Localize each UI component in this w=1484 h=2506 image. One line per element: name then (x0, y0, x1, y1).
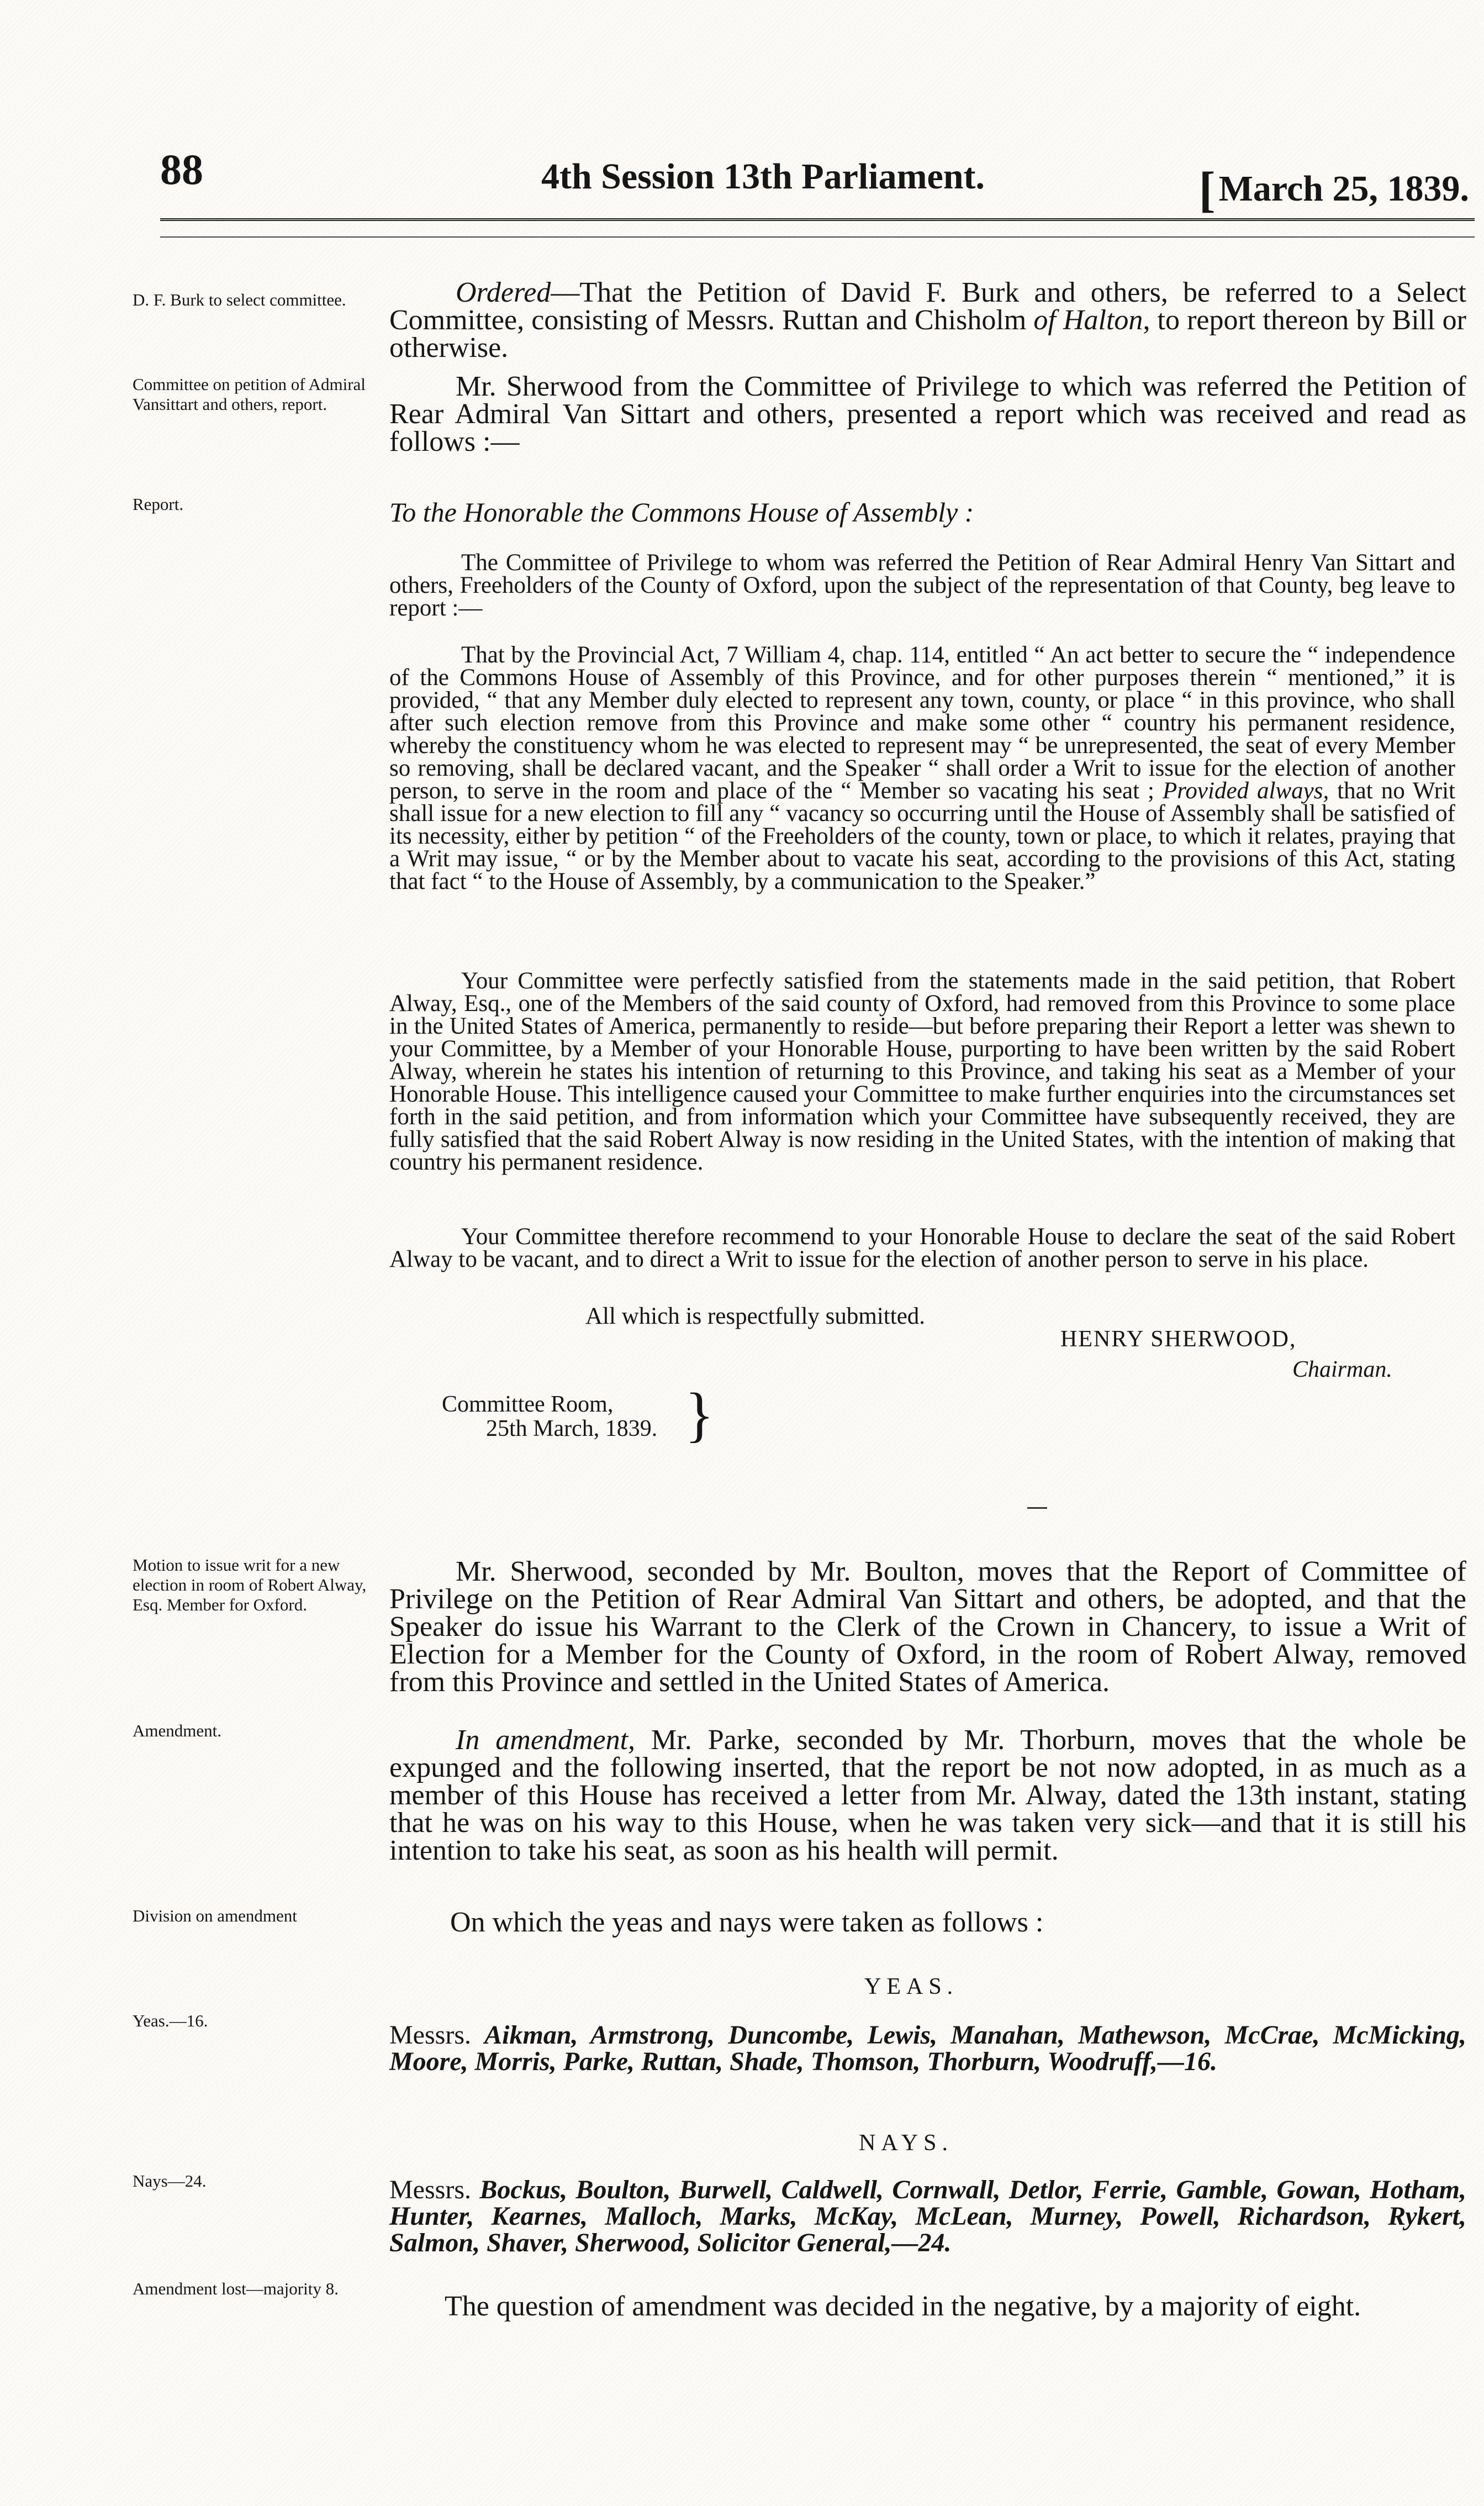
yeas-lead: Messrs. (389, 2020, 472, 2050)
margin-note-lost: Amendment lost—majority 8. (133, 2279, 339, 2298)
session-title: 4th Session 13th Parliament. (541, 156, 985, 197)
motion-paragraph: Mr. Sherwood, seconded by Mr. Boulton, moves that the Report of Committee of Privilege on the Petition of Rear Admiral Van Sittart and others, be adopted, and that the Speaker do issue his Warrant to the Clerk of the Crown in Chancery, to issue a Writ of Election for a Member for the County of Oxford, in the room of Robert Alway, removed from this Province and settled in the United States of America. (389, 1556, 1466, 1698)
committee-room: Committee Room, (442, 1392, 614, 1417)
report-paragraph-1: The Committee of Privilege to whom was referred the Petition of Rear Admiral Henry Van Sittart and others, Freeholders of the County of Oxford, upon the subject of the representation of that County, beg leave to report :— (389, 550, 1455, 621)
signer-name: HENRY SHERWOOD, (1060, 1326, 1297, 1352)
report-paragraph-4: Your Committee therefore recommend to your Honorable House to declare the seat of the said Robert Alway to be vacant, and to direct a Writ to issue for the election of another person to serve in his place. (389, 1224, 1455, 1272)
margin-note-motion: Motion to issue writ for a new election in room of Robert Alway, Esq. Member for Oxford. (133, 1555, 367, 1614)
ordered-text: —That the Petition of David F. Burk and others, be referred to a Select Committee, consisting of Messrs. Ruttan and Chisholm (389, 277, 1466, 336)
nays-heading: NAYS. (859, 2130, 953, 2156)
nays-lead: Messrs. (389, 2175, 472, 2204)
ordered-end: , to report thereon by Bill or otherwise. (389, 304, 1466, 364)
section-divider (1027, 1507, 1047, 1509)
margin-note-committee: Committee on petition of Admiral Vansittart and others, report. (133, 375, 366, 414)
brace-glyph: } (685, 1381, 714, 1448)
signer-title: Chairman. (1292, 1357, 1392, 1382)
result-line: The question of amendment was decided in the negative, by a majority of eight. (445, 2291, 1361, 2322)
ordered-paragraph (389, 279, 1466, 362)
report-p2-provided: Provided always, (1163, 778, 1329, 804)
margin-note-amendment: Amendment. (133, 1721, 221, 1740)
report-p2-part-b: that no Writ shall issue for a new election to fill any “ vacancy so occurring until the House of Assembly shall be satisfied of its necessity, either by petition “ of the Freeholders of the county, town or place, to which it relates, praying that a Writ may issue, “ or by the Member about to vacate his seat, according to the provisions of this Act, stating that fact “ to the House of Assembly, by a communication to the Speaker.” (389, 778, 1456, 894)
report-paragraph-3: Your Committee were perfectly satisfied from the statements made in the said petition, that Robert Alway, Esq., one of the Members of the said county of Oxford, had removed from this Province to some place in the United States of America, permanently to reside—but before preparing their Report a letter was shewn to your Committee, by a Member of your Honorable House, purporting to have been written by the said Robert Alway, wherein he states his intention of returning to this Province, and taking his seat as a Member of your Honorable House. This intelligence caused your Committee to make further enquiries into the circumstances set forth in the said petition, and from information which your Committee have subsequently received, they are fully satisfied that the said Robert Alway is now residing in the United States, with the intention of making that country his permanent residence. (389, 968, 1455, 1175)
committee-room-block (442, 1392, 657, 1441)
header-date: [March 25, 1839. (1198, 162, 1469, 217)
respectfully-submitted: All which is respectfully submitted. (585, 1303, 926, 1329)
margin-note-yeas: Yeas.—16. (133, 2011, 208, 2030)
committee-date: 25th March, 1839. (486, 1416, 658, 1441)
report-p2-part-a: That by the Provincial Act, 7 William 4, chap. 114, entitled “ An act better to secure the “ independence of the Commons House of Assembly of this Province, and for other purposes therein “ mentioned,” it is provided, “ that any Member duly elected to represent any town, county, or place “ in this province, who shall after such election remove from this Province and make some other “ country his permanent residence, whereby the constituency whom he was elected to represent may “ be unrepresented, the seat of every Member so removing, shall be declared vacant, and the Speaker “ shall order a Writ to issue for the election of another person, to serve in the room and place of the “ Member so vacating his seat ; (389, 642, 1455, 804)
yeas-heading: YEAS. (864, 1974, 959, 1999)
margin-note-division: Division on amendment (133, 1906, 297, 1925)
page-header (160, 145, 1469, 217)
margin-note-burk: D. F. Burk to select committee. (133, 290, 346, 309)
amendment-lead: In amendment, (456, 1724, 636, 1756)
report-paragraph-2 (389, 644, 1455, 893)
nays-names: Bockus, Boulton, Burwell, Caldwell, Cornwall, Detlor, Ferrie, Gamble, Gowan, Hotham, Hunter, Kearnes, Malloch, Marks, McKay, McLean, Murney, Powell, Richardson, Rykert, Salmon, Shaver, Sherwood, Solicitor General,—24. (389, 2175, 1466, 2257)
page-number: 88 (160, 145, 203, 193)
yeas-list (389, 2022, 1466, 2075)
sherwood-paragraph: Mr. Sherwood from the Committee of Privilege to which was referred the Petition of Rear Admiral Van Sittart and others, presented a report which was received and read as follows :— (389, 371, 1466, 457)
header-rule (160, 218, 1475, 221)
margin-note-nays: Nays—24. (133, 2171, 207, 2191)
ordered-lead: Ordered (456, 277, 551, 308)
division-line: On which the yeas and nays were taken as follows : (450, 1907, 1044, 1938)
yeas-names: Aikman, Armstrong, Duncombe, Lewis, Manahan, Mathewson, McCrae, McMicking, Moore, Morris, Parke, Ruttan, Shade, Thomson, Thorburn, Woodruff,—16. (389, 2020, 1467, 2076)
header-rule-thin (160, 236, 1475, 238)
report-heading: To the Honorable the Commons House of Assembly : (389, 497, 974, 528)
margin-note-report: Report. (133, 494, 184, 514)
nays-list (389, 2177, 1466, 2256)
amendment-text: Mr. Parke, seconded by Mr. Thorburn, moves that the whole be expunged and the following inserted, that the report be not now adopted, in as much as a member of this House has received a letter from Mr. Alway, dated the 13th instant, stating that he was on his way to this House, when he was taken very sick—and that it is still his intention to take his seat, as soon as his health will permit. (389, 1724, 1467, 1866)
ordered-of-halton: of Halton (1033, 304, 1143, 336)
amendment-paragraph (389, 1726, 1466, 1865)
